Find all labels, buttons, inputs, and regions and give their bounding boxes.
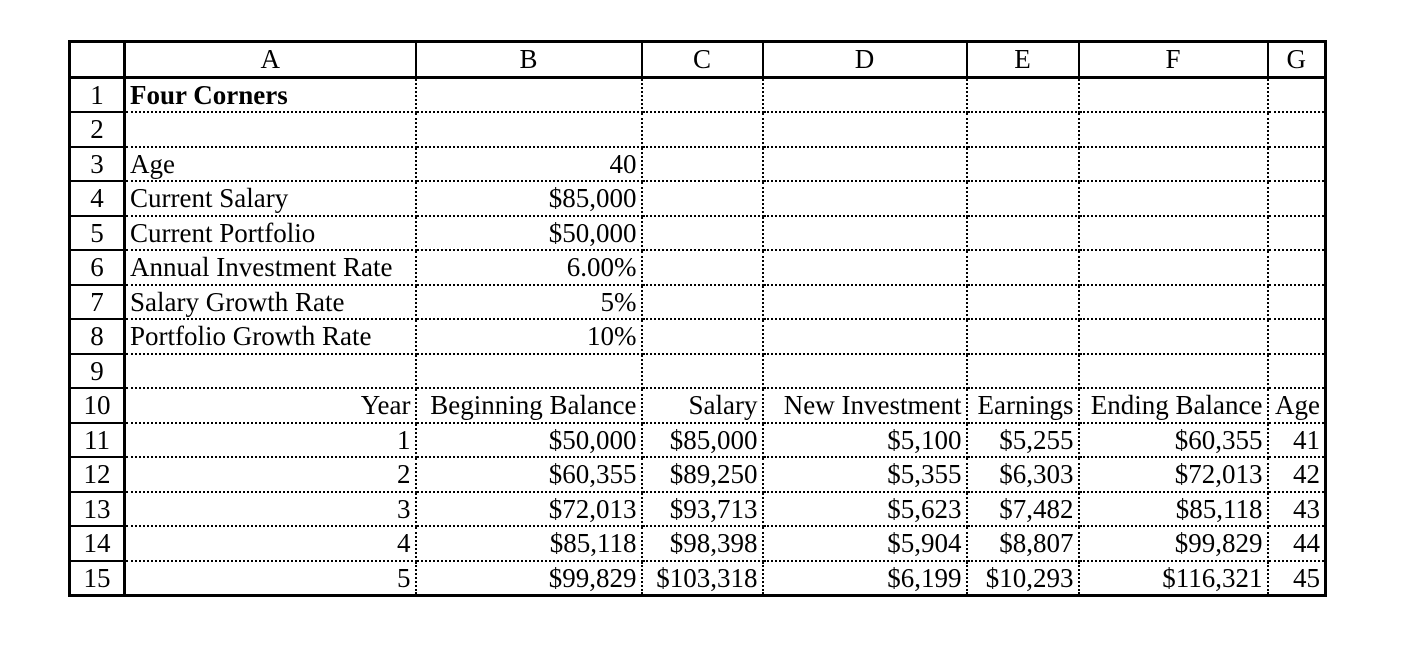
row-header[interactable]: 6 [70,250,125,285]
row-header[interactable]: 7 [70,285,125,320]
cell-g10[interactable]: Age [1268,388,1326,423]
cell-d10[interactable]: New Investment [763,388,967,423]
row-header[interactable]: 15 [70,561,125,596]
cell-f13[interactable]: $85,118 [1079,492,1268,527]
cell-a15[interactable]: 5 [125,561,416,596]
cell-d7[interactable] [763,285,967,320]
cell-b14[interactable]: $85,118 [416,526,642,561]
cell-b5[interactable]: $50,000 [416,216,642,251]
cell-a9[interactable] [125,354,416,389]
sheet-row [70,285,1326,320]
cell-c1[interactable] [642,77,763,112]
cell-b8[interactable]: 10% [416,319,642,354]
cell-e1[interactable] [967,77,1079,112]
cell-g11[interactable]: 41 [1268,423,1326,458]
column-header-a[interactable]: A [125,42,416,78]
column-header-row [70,42,1326,78]
sheet-row [70,388,1326,423]
cell-e5[interactable] [967,216,1079,251]
cell-c11[interactable]: $85,000 [642,423,763,458]
cell-d8[interactable] [763,319,967,354]
cell-f15[interactable]: $116,321 [1079,561,1268,596]
cell-c7[interactable] [642,285,763,320]
sheet-row [70,112,1326,147]
cell-e15[interactable]: $10,293 [967,561,1079,596]
cell-f6[interactable] [1079,250,1268,285]
cell-b7[interactable]: 5% [416,285,642,320]
cell-e13[interactable]: $7,482 [967,492,1079,527]
cell-g7[interactable] [1268,285,1326,320]
cell-b10[interactable]: Beginning Balance [416,388,642,423]
cell-g14[interactable]: 44 [1268,526,1326,561]
cell-f4[interactable] [1079,181,1268,216]
cell-a8[interactable]: Portfolio Growth Rate [125,319,416,354]
cell-e10[interactable]: Earnings [967,388,1079,423]
cell-a4[interactable]: Current Salary [125,181,416,216]
cell-a6[interactable]: Annual Investment Rate [125,250,416,285]
cell-d14[interactable]: $5,904 [763,526,967,561]
sheet-row [70,216,1326,251]
sheet-row [70,561,1326,596]
cell-c5[interactable] [642,216,763,251]
cell-d2[interactable] [763,112,967,147]
cell-a3[interactable]: Age [125,147,416,182]
cell-e11[interactable]: $5,255 [967,423,1079,458]
cell-c12[interactable]: $89,250 [642,457,763,492]
row-header[interactable]: 11 [70,423,125,458]
cell-a11[interactable]: 1 [125,423,416,458]
cell-e7[interactable] [967,285,1079,320]
cell-e6[interactable] [967,250,1079,285]
cell-d15[interactable]: $6,199 [763,561,967,596]
cell-d13[interactable]: $5,623 [763,492,967,527]
sheet-row [70,147,1326,182]
cell-c14[interactable]: $98,398 [642,526,763,561]
cell-g2[interactable] [1268,112,1326,147]
cell-f9[interactable] [1079,354,1268,389]
cell-g13[interactable]: 43 [1268,492,1326,527]
cell-b9[interactable] [416,354,642,389]
column-header-e[interactable]: E [967,42,1079,78]
sheet-row [70,492,1326,527]
sheet-row [70,526,1326,561]
cell-d12[interactable]: $5,355 [763,457,967,492]
cell-c6[interactable] [642,250,763,285]
cell-f3[interactable] [1079,147,1268,182]
cell-b3[interactable]: 40 [416,147,642,182]
row-header[interactable]: 8 [70,319,125,354]
sheet-row [70,457,1326,492]
cell-d1[interactable] [763,77,967,112]
cell-e12[interactable]: $6,303 [967,457,1079,492]
cell-g8[interactable] [1268,319,1326,354]
cell-c8[interactable] [642,319,763,354]
cell-e14[interactable]: $8,807 [967,526,1079,561]
cell-d9[interactable] [763,354,967,389]
cell-f7[interactable] [1079,285,1268,320]
cell-f2[interactable] [1079,112,1268,147]
cell-e2[interactable] [967,112,1079,147]
row-header[interactable]: 5 [70,216,125,251]
cell-g1[interactable] [1268,77,1326,112]
row-header[interactable]: 12 [70,457,125,492]
cell-c10[interactable]: Salary [642,388,763,423]
row-header[interactable]: 10 [70,388,125,423]
cell-c13[interactable]: $93,713 [642,492,763,527]
sheet-row [70,250,1326,285]
cell-d3[interactable] [763,147,967,182]
cell-e4[interactable] [967,181,1079,216]
cell-g3[interactable] [1268,147,1326,182]
cell-c3[interactable] [642,147,763,182]
cell-f14[interactable]: $99,829 [1079,526,1268,561]
cell-d4[interactable] [763,181,967,216]
column-header-g[interactable]: G [1268,42,1326,78]
cell-d5[interactable] [763,216,967,251]
row-header[interactable]: 1 [70,77,125,112]
cell-b4[interactable]: $85,000 [416,181,642,216]
row-header[interactable]: 13 [70,492,125,527]
cell-f8[interactable] [1079,319,1268,354]
cell-d11[interactable]: $5,100 [763,423,967,458]
cell-g15[interactable]: 45 [1293,562,1320,593]
cell-c15[interactable]: $103,318 [642,561,763,596]
cell-e9[interactable] [967,354,1079,389]
cell-b6[interactable]: 6.00% [416,250,642,285]
cell-b12[interactable]: $60,355 [416,457,642,492]
cell-e3[interactable] [967,147,1079,182]
cell-b2[interactable] [416,112,642,147]
cell-f10[interactable]: Ending Balance [1079,388,1268,423]
spreadsheet-grid [68,40,1327,597]
row-header[interactable]: 4 [70,181,125,216]
column-header-f[interactable]: F [1079,42,1268,78]
cell-c9[interactable] [642,354,763,389]
cell-f11[interactable]: $60,355 [1079,423,1268,458]
cell-a1[interactable]: Four Corners [125,77,416,112]
column-header-d[interactable]: D [763,42,967,78]
cell-d6[interactable] [763,250,967,285]
sheet-row [70,423,1326,458]
cell-c2[interactable] [642,112,763,147]
row-header[interactable]: 2 [70,112,125,147]
cell-g12[interactable]: 42 [1268,457,1326,492]
row-header[interactable]: 9 [70,354,125,389]
cell-a7[interactable]: Salary Growth Rate [125,285,416,320]
row-header[interactable]: 14 [70,526,125,561]
cell-a13[interactable]: 3 [125,492,416,527]
column-header-c[interactable]: C [642,42,763,78]
cell-b15[interactable]: $99,829 [416,561,642,596]
cell-c4[interactable] [642,181,763,216]
cell-g5[interactable] [1268,216,1326,251]
select-all-corner[interactable] [70,42,125,78]
cell-b11[interactable]: $50,000 [416,423,642,458]
cell-f5[interactable] [1079,216,1268,251]
cell-a10[interactable]: Year [125,388,416,423]
cell-a12[interactable]: 2 [125,457,416,492]
column-header-b[interactable]: B [416,42,642,78]
cell-a2[interactable] [125,112,416,147]
cell-b1[interactable] [416,77,642,112]
cell-e8[interactable] [967,319,1079,354]
cell-f12[interactable]: $72,013 [1079,457,1268,492]
cell-g4[interactable] [1268,181,1326,216]
sheet-row [70,354,1326,389]
cell-a5[interactable]: Current Portfolio [125,216,416,251]
cell-b13[interactable]: $72,013 [416,492,642,527]
sheet-row [70,181,1326,216]
cell-f1[interactable] [1079,77,1268,112]
cell-g9[interactable] [1268,354,1326,389]
sheet-row [70,319,1326,354]
row-header[interactable]: 3 [70,147,125,182]
cell-g6[interactable] [1268,250,1326,285]
sheet-row [70,77,1326,112]
cell-a14[interactable]: 4 [125,526,416,561]
